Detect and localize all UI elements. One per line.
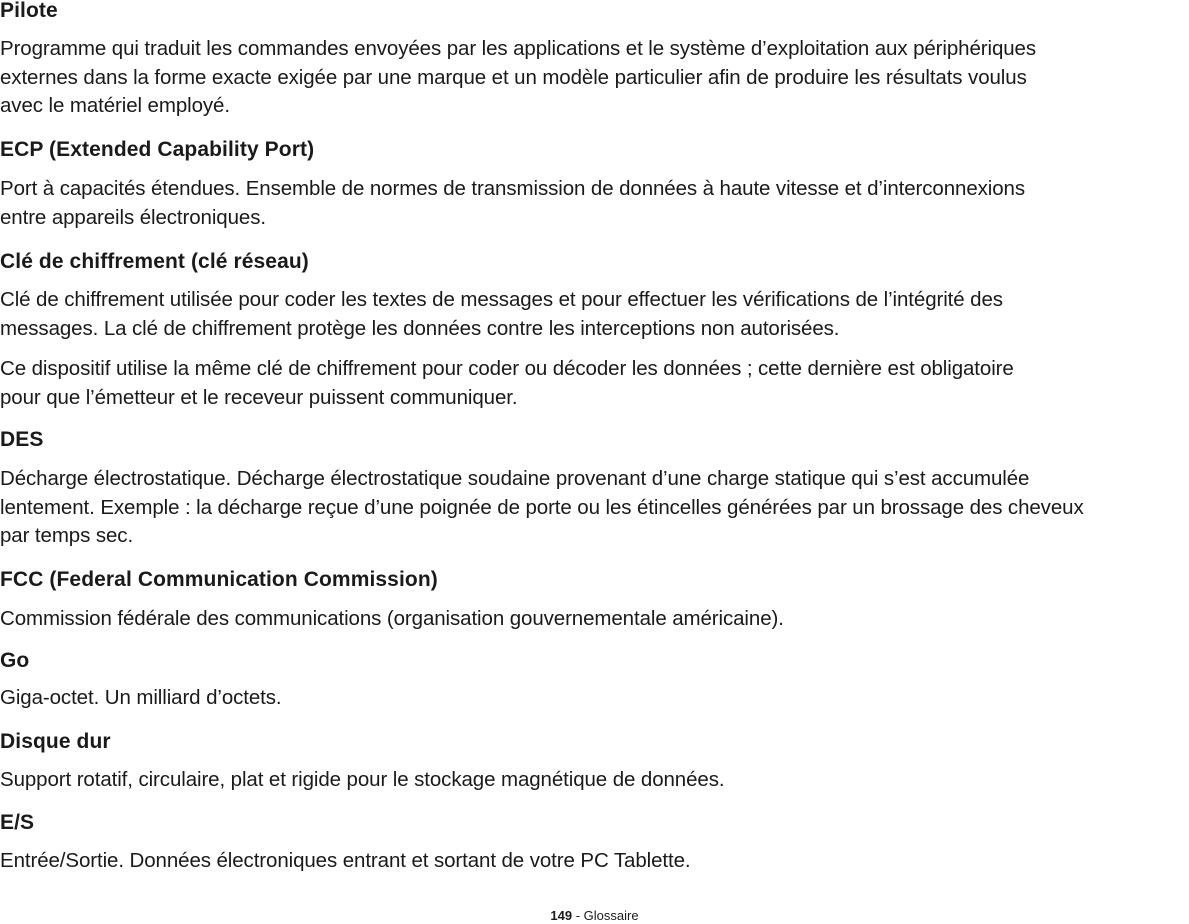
definition-line: par temps sec.: [0, 524, 134, 547]
glossary-term: Disque dur: [0, 730, 111, 753]
glossary-definition: [0, 286, 1189, 343]
definition-line: externes dans la forme exacte exigée par une marque et un modèle particulier afin de produire les résultats voulus: [0, 65, 1027, 89]
glossary-definition: [0, 35, 1189, 121]
definition-line: Giga-octet. Un milliard d’octets.: [0, 686, 282, 709]
glossary-definition: [0, 766, 1189, 795]
definition-line: avec le matériel employé.: [0, 94, 230, 117]
definition-line: entre appareils électroniques.: [0, 205, 266, 229]
definition-line: Commission fédérale des communications (organisation gouvernementale américaine).: [0, 607, 784, 630]
definition-line: Clé de chiffrement utilisée pour coder les textes de messages et pour effectuer les vérifications de l’intégrité des: [0, 288, 1003, 311]
page-number: 149: [550, 908, 573, 923]
glossary-definition: [0, 605, 1189, 634]
glossary-term: Go: [0, 649, 30, 672]
definition-line: lentement. Exemple : la décharge reçue d’une poignée de porte ou les étincelles générées par un brossage des cheveux: [0, 495, 1084, 519]
glossary-definition: [0, 847, 1189, 876]
definition-line: Programme qui traduit les commandes envoyées par les applications et le système d’exploitation aux périphériques: [0, 37, 1036, 60]
definition-line: pour que l’émetteur et le receveur puissent communiquer.: [0, 385, 518, 409]
glossary-term: FCC (Federal Communication Commission): [0, 568, 438, 591]
glossary-term: E/S: [0, 811, 35, 834]
glossary-definition: [0, 684, 1189, 713]
glossary-term: ECP (Extended Capability Port): [0, 138, 315, 161]
glossary-definition: [0, 465, 1189, 551]
footer-separator: -: [572, 908, 584, 923]
definition-line: Entrée/Sortie. Données électroniques entrant et sortant de votre PC Tablette.: [0, 849, 691, 872]
glossary-term: DES: [0, 428, 44, 451]
page-footer: [0, 907, 1189, 924]
glossary-definition: [0, 175, 1189, 232]
glossary-term: Pilote: [0, 0, 58, 22]
glossary-term: Clé de chiffrement (clé réseau): [0, 250, 309, 273]
definition-line: Support rotatif, circulaire, plat et rigide pour le stockage magnétique de données.: [0, 768, 725, 791]
definition-line: Port à capacités étendues. Ensemble de normes de transmission de données à haute vitesse et d’interconnexions: [0, 177, 1025, 200]
section-name: Glossaire: [583, 908, 639, 923]
glossary-definition: [0, 355, 1189, 412]
definition-line: Ce dispositif utilise la même clé de chiffrement pour coder ou décoder les données ; cette dernière est obligatoire: [0, 357, 1014, 380]
definition-line: messages. La clé de chiffrement protège les données contre les interceptions non autorisées.: [0, 316, 840, 340]
definition-line: Décharge électrostatique. Décharge électrostatique soudaine provenant d’une charge statique qui s’est accumulée: [0, 467, 1030, 490]
